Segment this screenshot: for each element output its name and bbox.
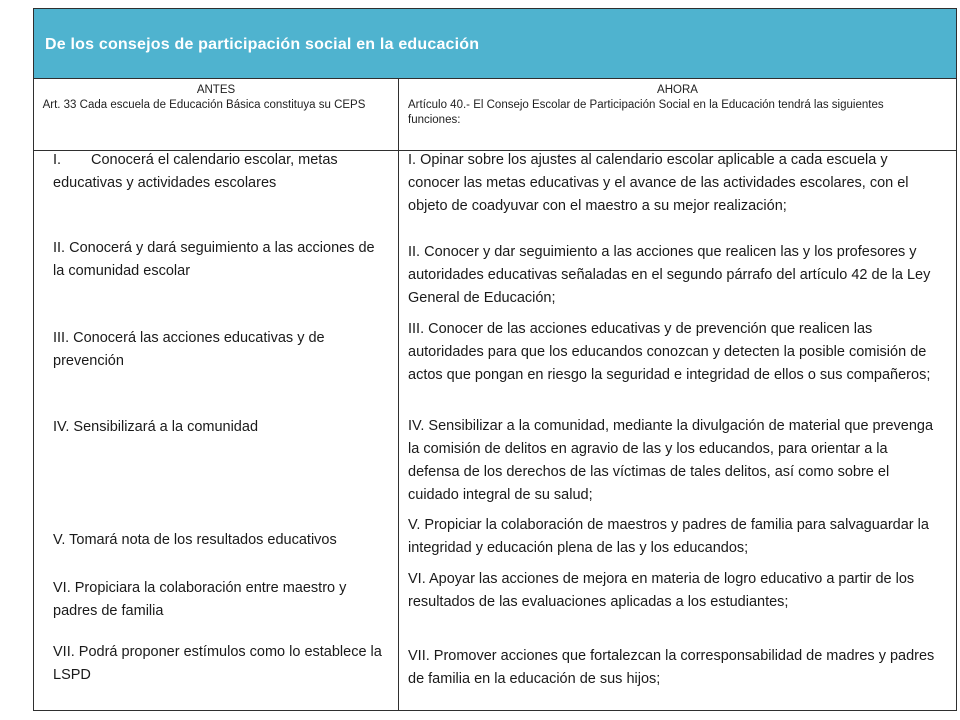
antes-label: ANTES	[196, 84, 236, 96]
antes-description: Art. 33 Cada escuela de Educación Básica constituya su CEPS	[42, 99, 366, 111]
antes-item-1	[53, 149, 383, 195]
ahora-item-5: V. Propiciar la colaboración de maestros y padres de familia para salvaguardar la integridad y educación plena de las y los educandos;	[408, 517, 929, 556]
ahora-item-7: VII. Promover acciones que fortalezcan la corresponsabilidad de madres y padres de familia en la educación de sus hijos;	[408, 648, 935, 687]
comparison-table	[33, 8, 957, 711]
ahora-item-2: II. Conocer y dar seguimiento a las acciones que realicen las y los profesores y autoridades educativas señaladas en el segundo párrafo del artículo 42 de la Ley General de Educación;	[408, 244, 931, 306]
ahora-item-6: VI. Apoyar las acciones de mejora en materia de logro educativo a partir de los resultados de las evaluaciones aplicadas a los estudiantes;	[408, 571, 915, 610]
ahora-header	[399, 83, 956, 128]
antes-item-3: III. Conocerá las acciones educativas y de prevención	[53, 330, 325, 369]
antes-item-4: IV. Sensibilizará a la comunidad	[53, 419, 259, 435]
antes-item-5: V. Tomará nota de los resultados educativos	[53, 532, 337, 548]
antes-item-1-number: I.	[53, 152, 62, 168]
ahora-label: AHORA	[657, 84, 698, 96]
ahora-item-3: III. Conocer de las acciones educativas y de prevención que realicen las autoridades para que los educandos conozcan y detecten la posible comisión de actos que pongan en riesgo la seguridad e integridad de ellos o sus compañeros;	[408, 321, 931, 383]
antes-item-6: VI. Propiciara la colaboración entre maestro y padres de familia	[53, 580, 347, 619]
column-divider	[398, 79, 399, 710]
ahora-item-1: I. Opinar sobre los ajustes al calendario escolar aplicable a cada escuela y conocer las metas educativas y el avance de las actividades escolares, con el objeto de coadyuvar con el maestro a su mejor realización;	[408, 152, 909, 214]
antes-item-7: VII. Podrá proponer estímulos como lo establece la LSPD	[53, 644, 382, 683]
antes-item-2: II. Conocerá y dará seguimiento a las acciones de la comunidad escolar	[53, 240, 375, 279]
table-title: De los consejos de participación social en la educación	[45, 36, 480, 53]
antes-header	[34, 83, 398, 113]
ahora-item-4: IV. Sensibilizar a la comunidad, mediante la divulgación de material que prevenga la comisión de delitos en agravio de las y los educandos, para orientar a la defensa de los derechos de las víctimas de tales delitos, así como sobre el cuidado integral de su salud;	[408, 418, 934, 503]
title-bar	[34, 9, 956, 79]
ahora-description: Artículo 40.- El Consejo Escolar de Participación Social en la Educación tendrá las siguientes funciones:	[408, 99, 884, 126]
antes-item-1-text: Conocerá el calendario escolar, metas educativas y actividades escolares	[53, 152, 338, 191]
